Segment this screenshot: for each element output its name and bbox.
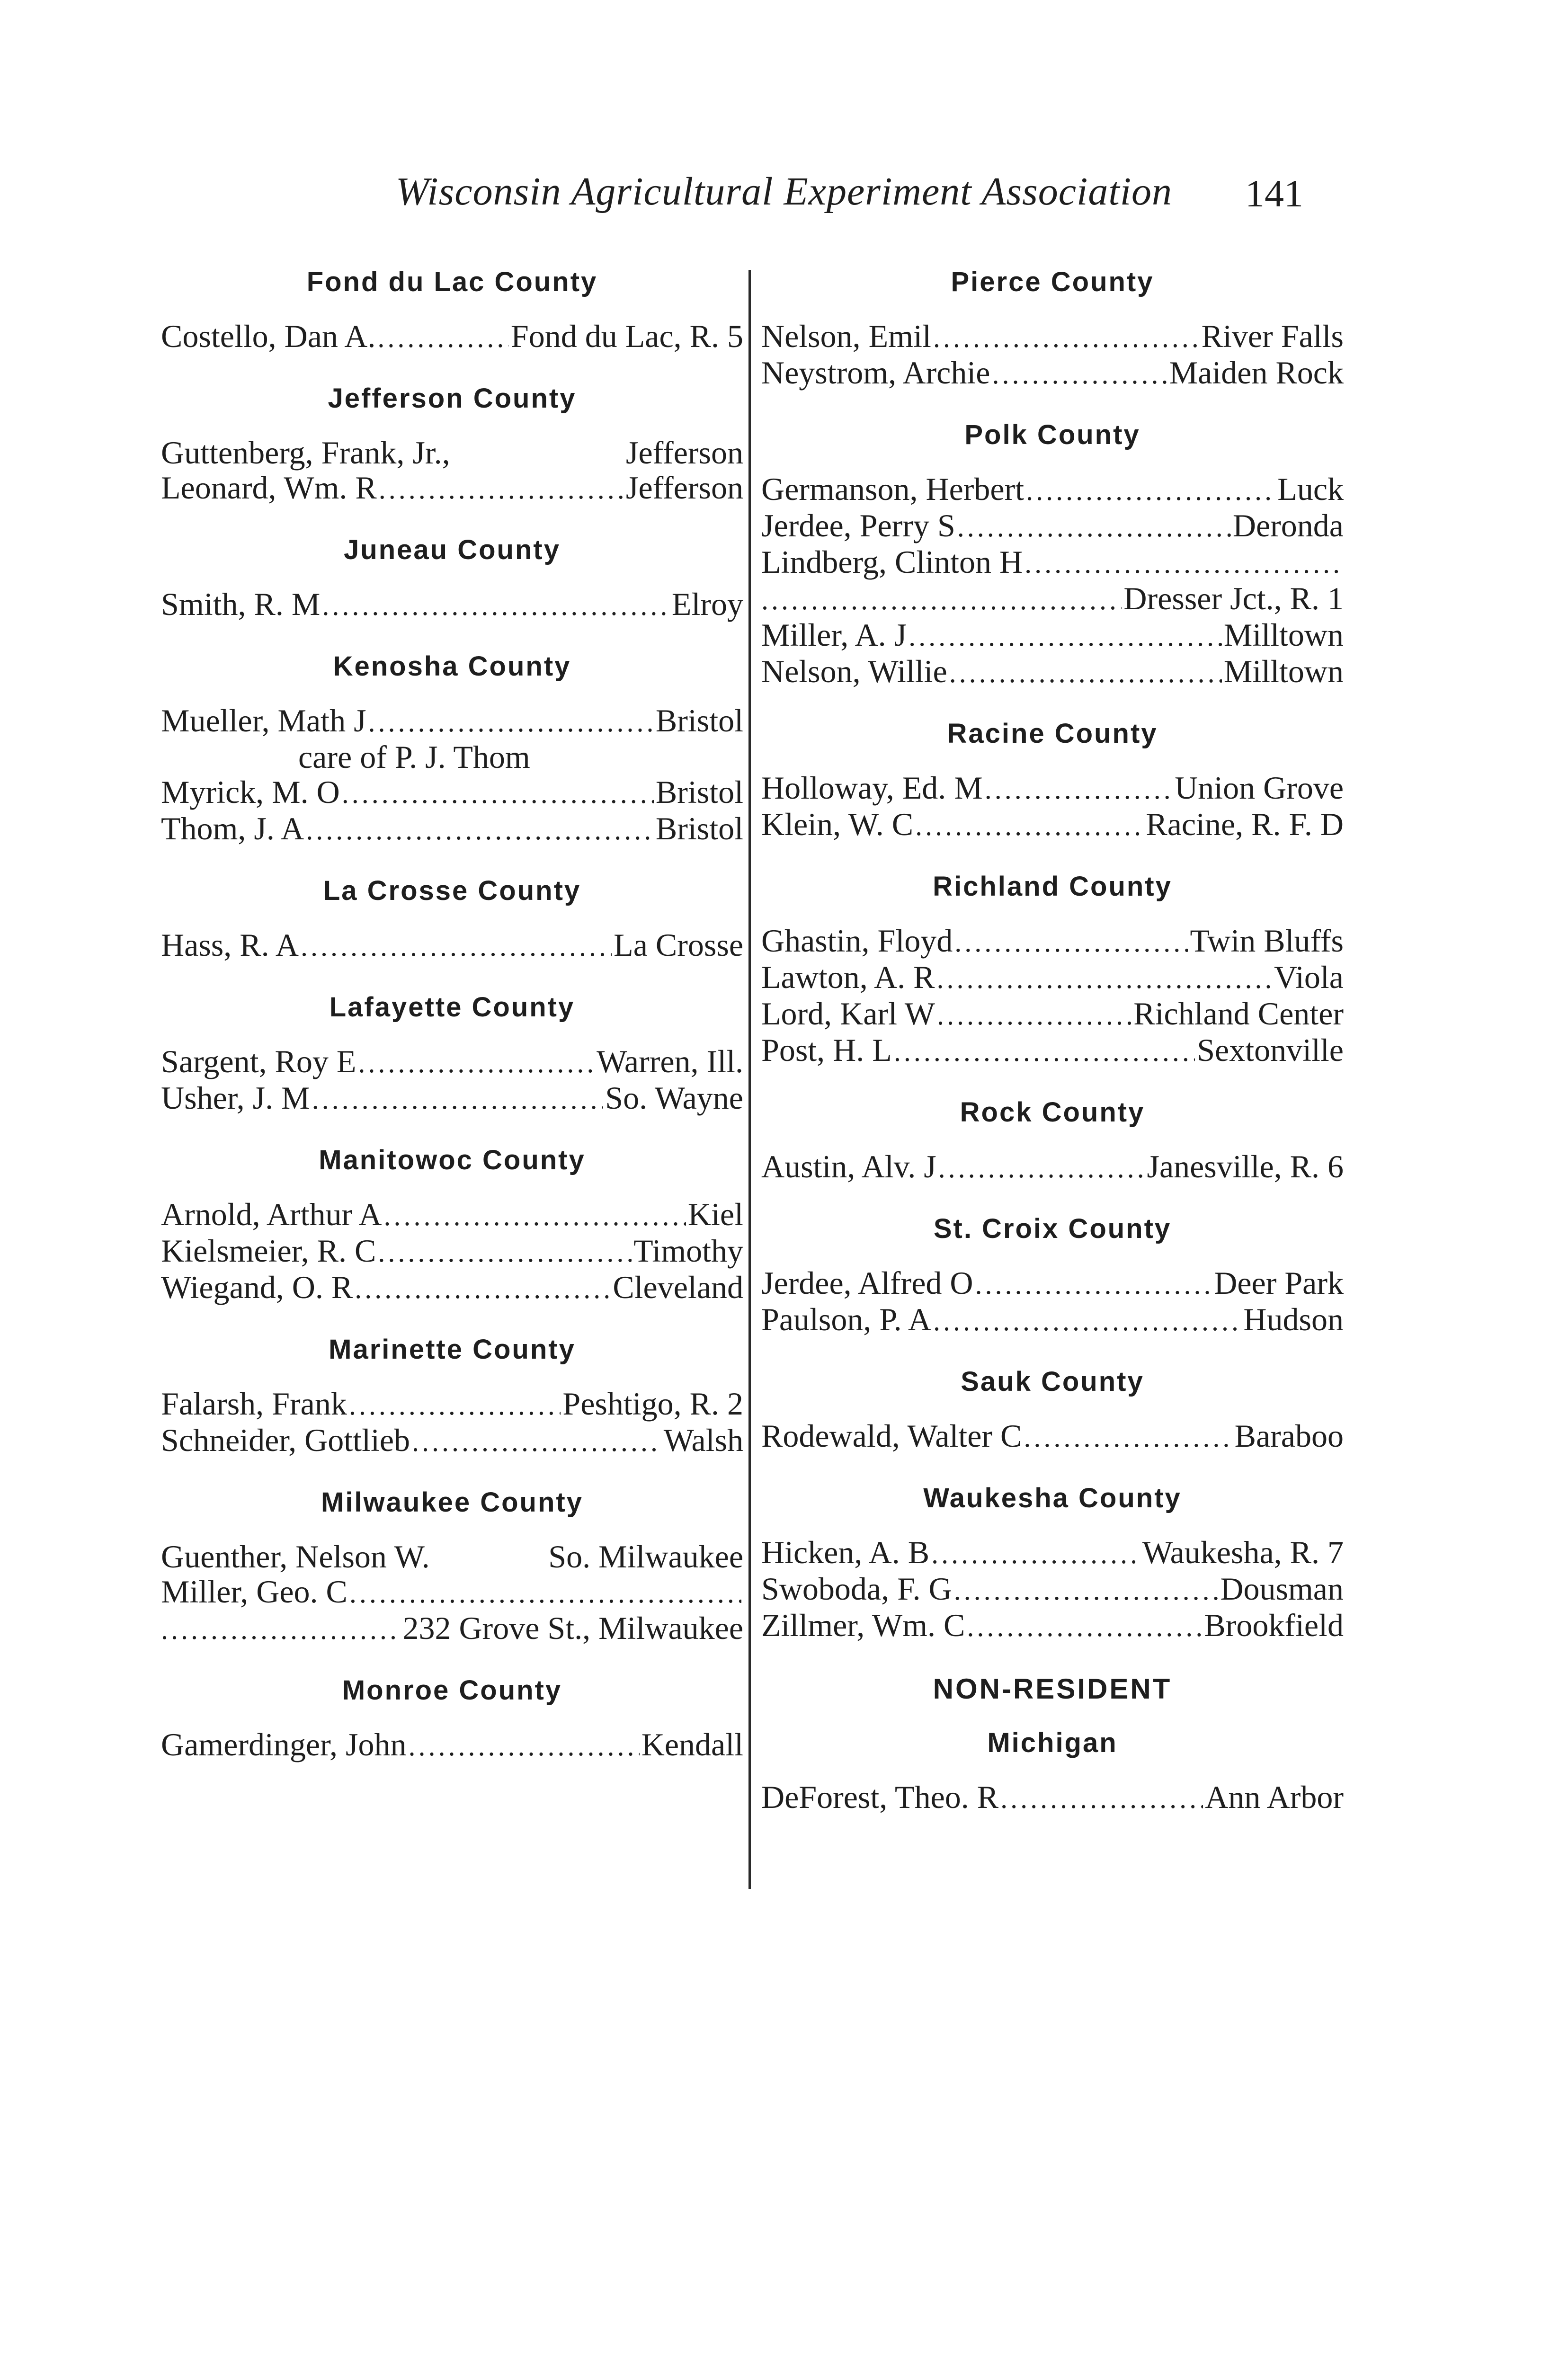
member-entry — [161, 1270, 743, 1306]
member-entry — [161, 774, 743, 811]
member-address: Hudson — [1243, 1301, 1344, 1337]
member-address: River Falls — [1201, 318, 1344, 354]
nonresident-heading: NON-RESIDENT — [933, 1673, 1172, 1705]
county-heading: Sauk County — [961, 1366, 1144, 1397]
member-address: Dresser Jct., R. 1 — [1123, 580, 1344, 616]
leader-dots — [931, 1536, 1140, 1571]
member-entry — [761, 923, 1344, 960]
member-address: Baraboo — [1234, 1418, 1344, 1454]
leader-dots — [975, 1267, 1212, 1302]
member-name: Lord, Karl W — [761, 996, 935, 1032]
member-entry — [761, 1302, 1344, 1338]
member-name: Lindberg, Clinton H — [761, 544, 1023, 580]
member-address: Jefferson — [626, 470, 743, 506]
member-entry — [761, 472, 1344, 508]
member-entry — [761, 996, 1344, 1032]
county-heading: Fond du Lac County — [306, 267, 598, 297]
member-address: Warren, Ill. — [597, 1043, 743, 1079]
member-entry — [761, 508, 1344, 544]
member-name: Gamerdinger, John — [161, 1726, 407, 1762]
leader-dots — [408, 1728, 639, 1763]
member-address: Brookfield — [1204, 1607, 1344, 1643]
member-name: Myrick, M. O — [161, 774, 340, 810]
member-name: Hicken, A. B — [761, 1534, 930, 1570]
member-address-line — [761, 581, 1344, 617]
leader-dots — [909, 619, 1222, 654]
county-heading: La Crosse County — [323, 875, 581, 906]
member-entry — [161, 1233, 743, 1270]
member-name: Falarsh, Frank — [161, 1386, 347, 1422]
member-entry — [161, 1727, 743, 1763]
member-name: Germanson, Herbert — [761, 471, 1025, 507]
member-name: Hass, R. A — [161, 927, 299, 963]
member-entry — [761, 770, 1344, 807]
leader-dots — [954, 925, 1188, 960]
page-header — [0, 169, 1568, 221]
leader-dots — [301, 929, 612, 964]
member-address: Jefferson — [626, 435, 743, 471]
state-heading: Michigan — [987, 1727, 1118, 1758]
member-care-of: care of P. J. Thom — [298, 739, 530, 775]
member-name: Holloway, Ed. M — [761, 770, 983, 806]
member-entry — [761, 1265, 1344, 1302]
member-entry — [761, 1780, 1344, 1816]
member-name: Post, H. L — [761, 1032, 892, 1068]
right-column — [761, 256, 1344, 1913]
member-name: Nelson, Willie — [761, 653, 947, 689]
leader-dots — [349, 1388, 561, 1423]
member-name: Sargent, Roy E — [161, 1043, 356, 1079]
county-heading: Waukesha County — [923, 1483, 1182, 1513]
member-entry — [161, 587, 743, 623]
member-entry — [161, 1197, 743, 1233]
member-name: Lawton, A. R — [761, 959, 935, 995]
member-address: Twin Bluffs — [1190, 923, 1344, 959]
leader-dots — [937, 997, 1131, 1032]
member-name: Jerdee, Perry S — [761, 507, 955, 543]
member-entry — [161, 1574, 743, 1611]
member-address: Luck — [1277, 471, 1344, 507]
member-address: Deer Park — [1214, 1265, 1344, 1301]
leader-dots — [342, 776, 654, 811]
leader-dots — [1026, 473, 1275, 508]
member-name: Leonard, Wm. R — [161, 470, 377, 506]
member-name: Wiegand, O. R — [161, 1269, 353, 1305]
county-heading: Manitowoc County — [319, 1145, 586, 1175]
member-name: Mueller, Math J — [161, 703, 366, 739]
member-address: Kendall — [641, 1726, 743, 1762]
member-address: Walsh — [663, 1422, 743, 1458]
member-name: Miller, Geo. C — [161, 1574, 347, 1610]
leader-dots — [306, 812, 654, 847]
member-address: Milltown — [1223, 617, 1344, 653]
member-address: Dousman — [1220, 1571, 1344, 1607]
member-address: Fond du Lac, R. 5 — [510, 318, 743, 354]
county-heading: Polk County — [964, 419, 1140, 450]
leader-dots — [936, 961, 1272, 996]
leader-dots — [933, 1303, 1241, 1338]
member-name: Miller, A. J — [761, 617, 907, 653]
member-address: Peshtigo, R. 2 — [562, 1386, 743, 1422]
member-name: Austin, Alv. J — [761, 1148, 936, 1184]
member-name: Ghastin, Floyd — [761, 923, 953, 959]
leader-dots — [349, 1575, 741, 1611]
member-address: Bristol — [655, 774, 743, 810]
county-heading: Juneau County — [344, 534, 561, 565]
member-entry — [161, 470, 743, 507]
member-address: Racine, R. F. D — [1146, 806, 1344, 842]
member-entry — [161, 703, 743, 739]
member-address: Sextonville — [1197, 1032, 1344, 1068]
member-address: Timothy — [633, 1233, 743, 1269]
county-heading: Rock County — [960, 1097, 1145, 1128]
member-name: Jerdee, Alfred O — [761, 1265, 973, 1301]
leader-dots — [1025, 546, 1342, 581]
member-address-line — [161, 1611, 743, 1647]
member-entry — [161, 319, 743, 355]
member-name: Kielsmeier, R. C — [161, 1233, 376, 1269]
county-heading: Lafayette County — [329, 992, 575, 1023]
leader-dots — [1024, 1420, 1232, 1455]
member-entry — [761, 1608, 1344, 1644]
member-entry — [761, 1149, 1344, 1185]
member-entry — [161, 1423, 743, 1459]
county-heading: Monroe County — [342, 1675, 562, 1706]
county-heading: Kenosha County — [333, 651, 571, 682]
county-heading: Jefferson County — [328, 383, 577, 414]
running-title: Wisconsin Agricultural Experiment Association — [395, 169, 1173, 214]
leader-dots — [967, 1609, 1202, 1644]
leader-dots — [894, 1034, 1195, 1069]
member-entry — [761, 1418, 1344, 1455]
member-entry — [761, 617, 1344, 654]
member-entry — [161, 1044, 743, 1080]
member-address: Milltown — [1223, 653, 1344, 689]
member-address: La Crosse — [614, 927, 743, 963]
leader-dots — [358, 1045, 595, 1080]
leader-dots — [368, 704, 654, 739]
member-name: Smith, R. M — [161, 586, 321, 622]
page-number: 141 — [1245, 172, 1303, 215]
member-address: Viola — [1274, 959, 1344, 995]
member-name: Neystrom, Archie — [761, 355, 990, 391]
leader-dots — [1000, 1781, 1203, 1816]
member-name: Guttenberg, Frank, Jr., — [161, 435, 450, 471]
leader-dots — [312, 1082, 604, 1117]
member-address: Elroy — [671, 586, 743, 622]
member-name: Costello, Dan A. — [161, 318, 376, 354]
member-entry — [761, 355, 1344, 392]
leader-dots — [957, 509, 1231, 544]
leader-dots — [992, 356, 1167, 392]
member-address: Deronda — [1232, 507, 1344, 543]
member-entry — [761, 1032, 1344, 1069]
member-name: Guenther, Nelson W. — [161, 1539, 430, 1575]
leader-dots — [161, 1612, 401, 1647]
member-address: So. Milwaukee — [548, 1539, 743, 1575]
member-entry — [761, 960, 1344, 996]
member-name: Usher, J. M — [161, 1080, 310, 1116]
leader-dots — [938, 1150, 1145, 1185]
member-entry — [161, 1539, 743, 1574]
member-address: Bristol — [655, 810, 743, 846]
county-heading: Milwaukee County — [321, 1487, 583, 1518]
member-address: Kiel — [687, 1196, 743, 1232]
leader-dots — [322, 588, 670, 623]
member-name: Rodewald, Walter C — [761, 1418, 1022, 1454]
county-heading: Pierce County — [951, 267, 1154, 297]
member-entry — [761, 654, 1344, 690]
leader-dots — [954, 1573, 1219, 1608]
county-heading: Racine County — [947, 718, 1158, 749]
leader-dots — [377, 320, 509, 355]
leader-dots — [379, 472, 624, 507]
leader-dots — [355, 1271, 611, 1306]
leader-dots — [915, 808, 1144, 843]
leader-dots — [933, 320, 1200, 355]
member-address: Ann Arbor — [1205, 1779, 1344, 1815]
member-entry — [161, 1080, 743, 1117]
member-address: So. Wayne — [605, 1080, 743, 1116]
county-heading: Marinette County — [329, 1334, 576, 1365]
member-entry — [161, 435, 743, 470]
member-entry — [761, 544, 1344, 581]
county-heading: Richland County — [933, 871, 1172, 902]
member-entry — [761, 319, 1344, 355]
member-address: Waukesha, R. 7 — [1142, 1534, 1344, 1570]
member-entry — [761, 1535, 1344, 1571]
column-divider — [748, 270, 751, 1889]
member-entry — [161, 927, 743, 964]
leader-dots — [412, 1424, 662, 1459]
member-address: Maiden Rock — [1169, 355, 1344, 391]
leader-dots — [949, 655, 1222, 690]
county-heading: St. Croix County — [933, 1213, 1172, 1244]
member-name: Klein, W. C — [761, 806, 914, 842]
member-address: 232 Grove St., Milwaukee — [402, 1610, 743, 1646]
member-name: Nelson, Emil — [761, 318, 931, 354]
leader-dots — [378, 1235, 632, 1270]
leader-dots — [384, 1198, 686, 1233]
member-entry — [161, 1386, 743, 1423]
member-address: Cleveland — [613, 1269, 743, 1305]
left-column — [161, 256, 743, 1913]
member-name: Swoboda, F. G — [761, 1571, 952, 1607]
member-name: Arnold, Arthur A — [161, 1196, 382, 1232]
member-address: Richland Center — [1133, 996, 1344, 1032]
member-address: Union Grove — [1175, 770, 1344, 806]
leader-dots — [985, 772, 1173, 807]
member-entry — [761, 1571, 1344, 1608]
member-name: Paulson, P. A — [761, 1301, 931, 1337]
leader-dots — [761, 582, 1122, 617]
member-entry — [761, 807, 1344, 843]
member-address: Bristol — [655, 703, 743, 739]
member-name: Zillmer, Wm. C — [761, 1607, 965, 1643]
member-entry — [161, 811, 743, 847]
member-name: Schneider, Gottlieb — [161, 1422, 410, 1458]
member-address: Janesville, R. 6 — [1147, 1148, 1344, 1184]
member-name: DeForest, Theo. R — [761, 1779, 999, 1815]
member-name: Thom, J. A — [161, 810, 304, 846]
